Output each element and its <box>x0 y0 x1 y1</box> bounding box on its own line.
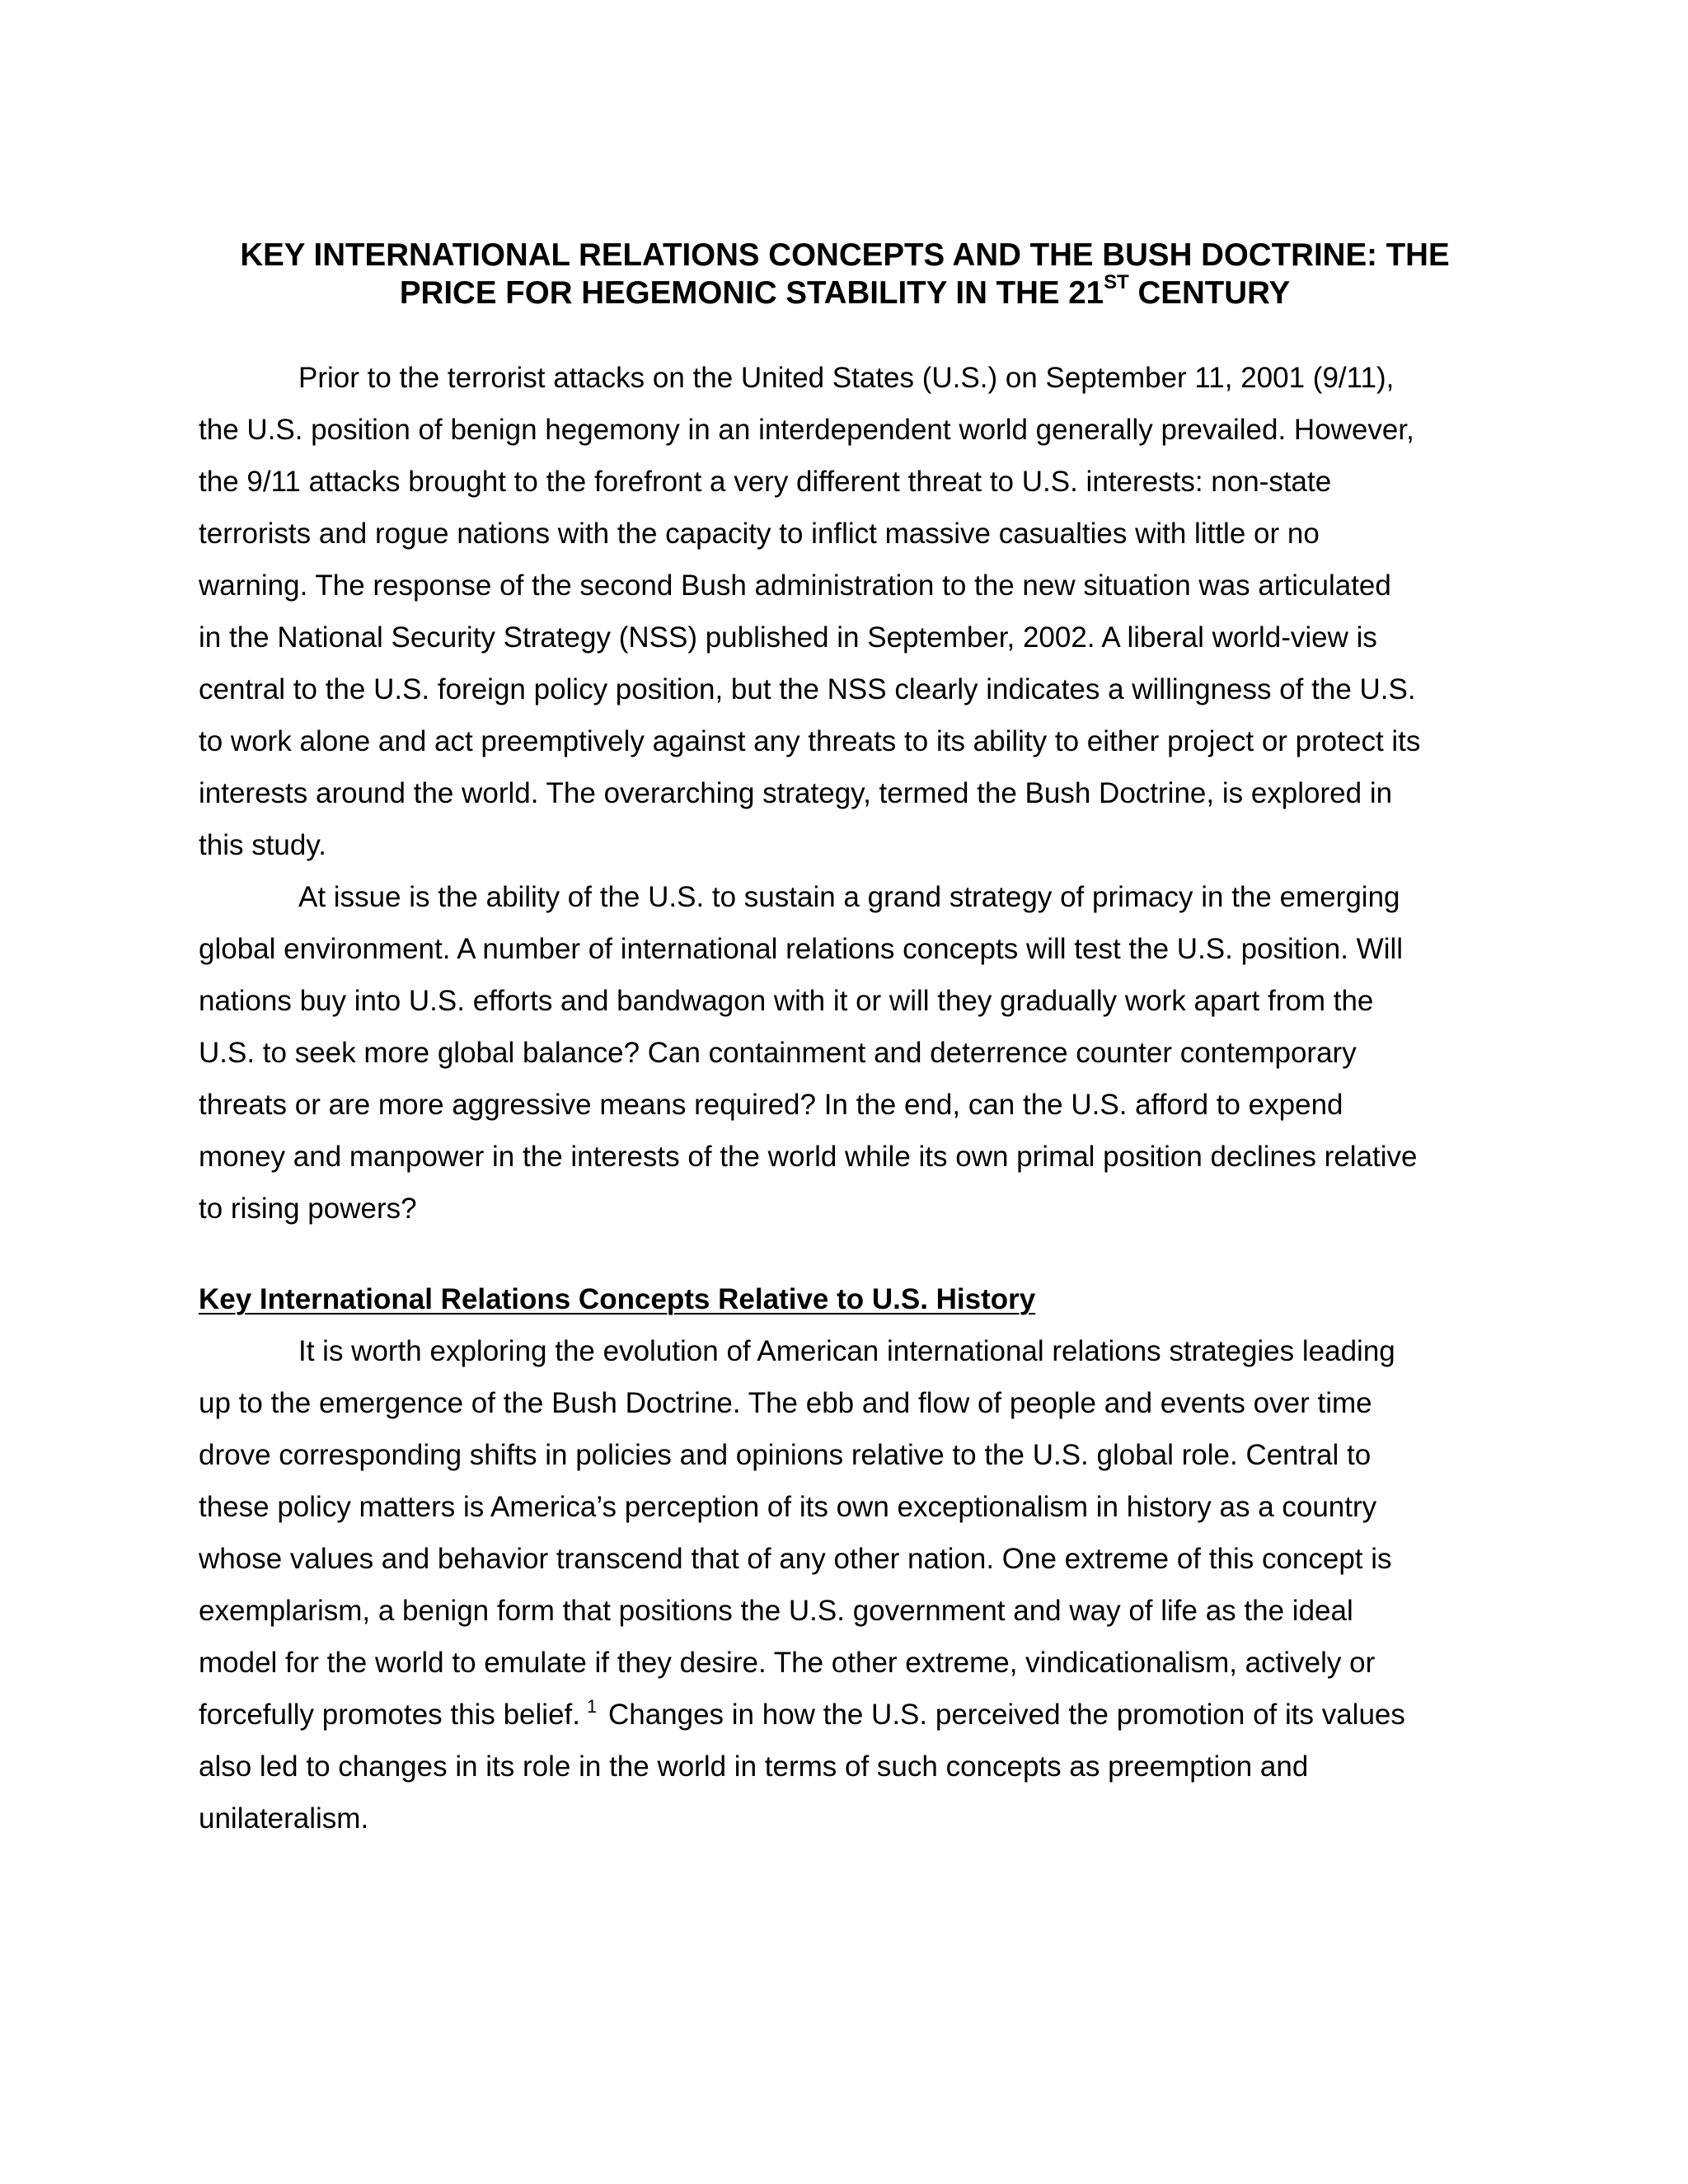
paragraph-1-line: interests around the world. The overarching strategy, termed the Bush Doctrine, is explored in <box>199 777 1393 809</box>
paragraph-2-line: money and manpower in the interests of the world while its own primal position declines relative <box>199 1141 1418 1173</box>
paragraph-1-line: warning. The response of the second Bush administration to the new situation was articulated <box>199 569 1391 602</box>
paragraph-3-line: It is worth exploring the evolution of American international relations strategies leading <box>298 1335 1395 1367</box>
paragraph-2-line: At issue is the ability of the U.S. to sustain a grand strategy of primacy in the emerging <box>298 881 1400 913</box>
paragraph-1-line: in the National Security Strategy (NSS) published in September, 2002. A liberal world-view is <box>199 621 1377 654</box>
paragraph-1-line: Prior to the terrorist attacks on the United States (U.S.) on September 11, 2001 (9/11), <box>298 362 1395 394</box>
paragraph-1-line: central to the U.S. foreign policy position, but the NSS clearly indicates a willingness of the U.S. <box>199 673 1416 705</box>
paragraph-3-text: forcefully promotes this belief. <box>199 1699 580 1731</box>
paragraph-3-line: model for the world to emulate if they desire. The other extreme, vindicationalism, actively or <box>199 1647 1376 1679</box>
paragraph-1-line: this study. <box>199 829 326 861</box>
paragraph-3-line: whose values and behavior transcend that of any other nation. One extreme of this concept is <box>199 1543 1392 1575</box>
paragraph-2-line: nations buy into U.S. efforts and bandwagon with it or will they gradually work apart from the <box>199 985 1374 1017</box>
footnote-reference[interactable]: 1 <box>586 1696 598 1717</box>
paragraph-2-line: global environment. A number of international relations concepts will test the U.S. position. Will <box>199 933 1404 965</box>
title-end-text: CENTURY <box>1128 275 1291 311</box>
paragraph-3-line: also led to changes in its role in the world in terms of such concepts as preemption and <box>199 1750 1309 1783</box>
paragraph-3-line: these policy matters is America’s perception of its own exceptionalism in history as a country <box>199 1491 1377 1523</box>
paragraph-3-line: exemplarism, a benign form that positions the U.S. government and way of life as the ideal <box>199 1595 1353 1627</box>
paragraph-3-line <box>199 1689 1405 1741</box>
paragraph-2-line: U.S. to seek more global balance? Can containment and deterrence counter contemporary <box>199 1037 1357 1069</box>
paragraph-3-line: drove corresponding shifts in policies and opinions relative to the U.S. global role. Central to <box>199 1439 1372 1471</box>
paragraph-1-line: to work alone and act preemptively against any threats to its ability to either project or protect its <box>199 725 1421 757</box>
paragraph-2-line: threats or are more aggressive means required? In the end, can the U.S. afford to expend <box>199 1089 1343 1121</box>
document-title-line-2 <box>165 271 1525 312</box>
paragraph-1-line: the U.S. position of benign hegemony in an interdependent world generally prevailed. However, <box>199 414 1414 446</box>
paragraph-3-line: unilateralism. <box>199 1802 369 1835</box>
paragraph-1-line: the 9/11 attacks brought to the forefront a very different threat to U.S. interests: non-state <box>199 466 1332 498</box>
paragraph-3-text: Changes in how the U.S. perceived the promotion of its values <box>600 1699 1405 1731</box>
document-title-line-1: KEY INTERNATIONAL RELATIONS CONCEPTS AND THE BUSH DOCTRINE: THE <box>240 237 1450 273</box>
paragraph-2-line: to rising powers? <box>199 1193 417 1225</box>
title-superscript: ST <box>1104 271 1129 294</box>
section-heading: Key International Relations Concepts Relative to U.S. History <box>199 1283 1036 1315</box>
paragraph-1-line: terrorists and rogue nations with the capacity to inflict massive casualties with little or no <box>199 518 1320 550</box>
paragraph-3-line: up to the emergence of the Bush Doctrine. The ebb and flow of people and events over time <box>199 1387 1372 1419</box>
title-main-text: PRICE FOR HEGEMONIC STABILITY IN THE 21 <box>399 275 1104 311</box>
